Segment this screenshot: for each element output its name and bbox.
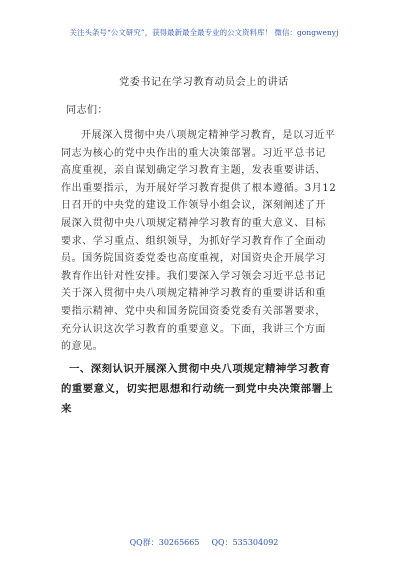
section-heading-line: 一、深刻认识开展深入贯彻中央八项规定精神学习教育 [69,363,331,375]
salutation: 同志们： [66,105,108,116]
body-line: 要求、学习重点、组织领导，为抓好学习教育作了全面动 [61,235,326,247]
body-line: 高度重视，亲自谋划确定学习教育主题，发表重要讲话、 [61,165,326,177]
body-line: 充分认识这次学习教育的重要意义。下面，我讲三个方面 [61,323,326,335]
body-line: 教育作出针对性安排。我们要深入学习领会习近平总书记 [61,270,326,282]
section-heading-line: 来 [61,403,72,415]
footer-qq: QQ：535304092 [211,538,279,547]
body-line: 要指示精神、党中央和国务院国资委党委有关部署要求， [61,305,326,317]
body-line: 员。国务院国资委党委也高度重视，对国资央企开展学习 [61,253,326,265]
body-line: 的意见。 [61,341,104,353]
body-line: 同志为核心的党中央作出的重大决策部署。习近平总书记 [61,147,326,159]
body-line: 作出重要指示，为开展好学习教育提供了根本遵循。3月12 [61,182,337,194]
footer-contacts [0,537,408,548]
body-paragraph [61,127,351,356]
body-line: 关于深入贯彻中央八项规定精神学习教育的重要讲话和重 [61,288,326,300]
body-line: 日召开的中央党的建设工作领导小组会议，深刻阐述了开 [61,200,326,212]
section-heading-line: 的重要意义，切实把思想和行动统一到党中央决策部署上 [61,383,334,395]
document-title: 党委书记在学习教育动员会上的讲话 [119,77,289,88]
header-note: 关注头条号“公文研究”，获得最新最全最专业的公文资料库！ 微信：gongwenyj [69,28,339,37]
body-line: 开展深入贯彻中央八项规定精神学习教育，是以习近平 [81,130,336,141]
footer-qq-group: QQ群：30265665 [129,538,200,547]
body-line: 展深入贯彻中央八项规定精神学习教育的重大意义、目标 [61,217,326,229]
section-heading [61,359,351,419]
